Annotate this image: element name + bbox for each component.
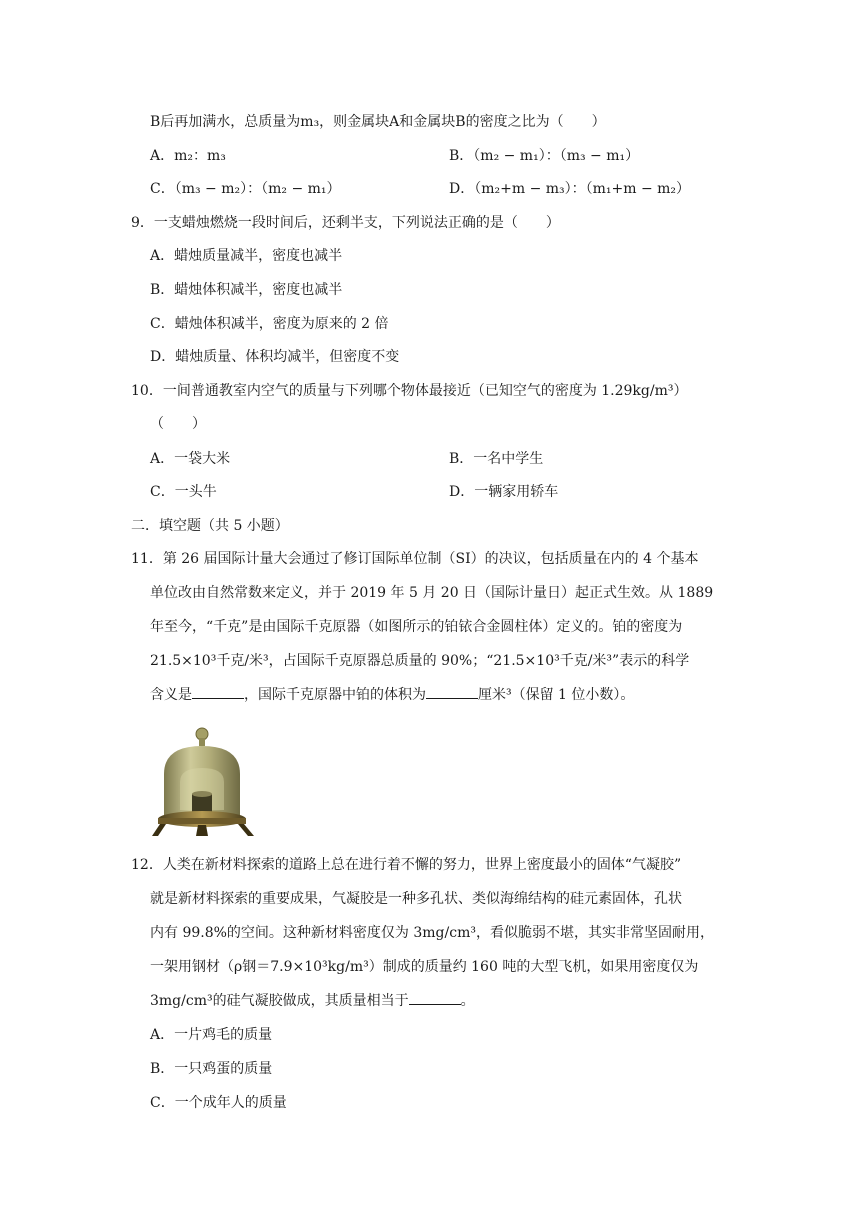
q12-option-c: C．一个成年人的质量: [150, 1095, 287, 1111]
q8-stem-line: B后再加满水，总质量为m₃，则金属块A和金属块B的密度之比为（ ）: [150, 114, 606, 130]
q12-line1: 12．人类在新材料探索的道路上总在进行着不懈的努力，世界上密度最小的固体“气凝胶”: [131, 857, 682, 873]
q10-option-a: A．一袋大米: [150, 451, 231, 467]
q12-line3: 内有 99.8%的空间。这种新材料密度仅为 3mg/cm³，看似脆弱不堪，其实非常坚固耐用，: [150, 925, 714, 941]
q12-line2: 就是新材料探索的重要成果，气凝胶是一种多孔状、类似海绵结构的硅元素固体，孔状: [150, 891, 682, 907]
q10-stem-line2: （ ）: [150, 416, 206, 432]
q8-option-d: D．（m₂+m − m₃）：（m₁+m − m₂）: [449, 181, 691, 197]
q11-line5: [150, 685, 634, 705]
q12-line4: 一架用钢材（ρ钢＝7.9×10³kg/m³）制成的质量约 160 吨的大型飞机，如果用密度仅为: [150, 959, 699, 975]
q9-stem: 9．一支蜡烛燃烧一段时间后，还剩半支，下列说法正确的是（ ）: [131, 215, 560, 231]
q11-line2: 单位改由自然常数来定义，并于 2019 年 5 月 20 日（国际计量日）起正式生效。从 1889: [150, 585, 714, 601]
q8-option-b: B．（m₂ − m₁）：（m₃ − m₁）: [449, 148, 640, 164]
q12-line5-part2: 。: [460, 993, 475, 1009]
q9-option-b: B．蜡烛体积减半，密度也减半: [150, 282, 343, 298]
q9-option-d: D．蜡烛质量、体积均减半，但密度不变: [150, 349, 400, 365]
q10-option-c: C．一头牛: [150, 484, 217, 500]
q8-option-a: A．m₂：m₃: [150, 148, 226, 164]
q12-line5: [150, 991, 475, 1011]
q10-option-d: D．一辆家用轿车: [449, 484, 559, 500]
q11-line5-part2: ，国际千克原器中铂的体积为: [244, 687, 426, 703]
q11-line3: 年至今，“千克”是由国际千克原器（如图所示的铂铱合金圆柱体）定义的。铂的密度为: [150, 619, 683, 635]
answer-blank-3[interactable]: [409, 992, 461, 1005]
kilogram-prototype-image: [150, 722, 258, 842]
q12-line5-part1: 3mg/cm³的硅气凝胶做成，其质量相当于: [150, 993, 409, 1009]
q10-option-b: B．一名中学生: [449, 451, 544, 467]
q11-line1: 11．第 26 届国际计量大会通过了修订国际单位制（SI）的决议，包括质量在内的 4 个基本: [131, 551, 699, 567]
q10-stem-line1: 10．一间普通教室内空气的质量与下列哪个物体最接近（已知空气的密度为 1.29kg/m³）: [131, 383, 688, 399]
section-heading-fill-in: 二．填空题（共 5 小题）: [131, 518, 289, 534]
q12-option-b: B．一只鸡蛋的质量: [150, 1061, 273, 1077]
answer-blank-2[interactable]: [426, 686, 478, 699]
answer-blank-1[interactable]: [192, 686, 244, 699]
q11-line4: 21.5×10³千克/米³，占国际千克原器总质量的 90%；“21.5×10³千克/米³”表示的科学: [150, 653, 690, 669]
q11-line5-part1: 含义是: [150, 687, 192, 703]
q9-option-a: A．蜡烛质量减半，密度也减半: [150, 248, 343, 264]
q8-option-c: C．（m₃ − m₂）：（m₂ − m₁）: [150, 181, 341, 197]
q11-line5-part3: 厘米³（保留 1 位小数）。: [478, 687, 635, 703]
q9-option-c: C．蜡烛体积减半，密度为原来的 2 倍: [150, 316, 389, 332]
q12-option-a: A．一片鸡毛的质量: [150, 1027, 273, 1043]
